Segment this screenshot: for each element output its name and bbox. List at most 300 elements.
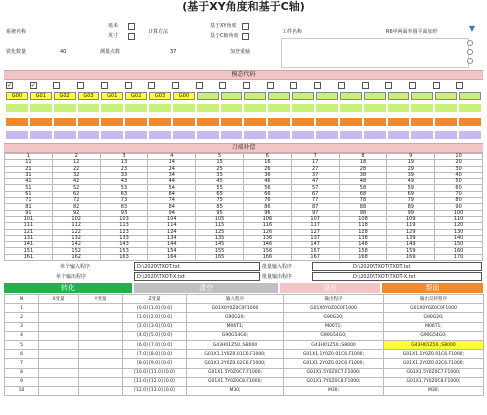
mode-lavender-cell[interactable]: [268, 131, 290, 139]
mode-lime-cell[interactable]: [197, 104, 219, 112]
grid-cell[interactable]: 126: [243, 229, 291, 235]
mode-lavender-cell[interactable]: [292, 131, 314, 139]
results-cell[interactable]: G01X1.1Y0Z0.01C6.F1000;: [187, 350, 284, 359]
mode-code-cell[interactable]: G00: [173, 92, 195, 100]
option-radio-3[interactable]: [467, 58, 473, 64]
mode-checkbox-2[interactable]: ✓: [30, 82, 36, 89]
grid-cell[interactable]: 85: [196, 204, 244, 210]
results-cell[interactable]: [39, 331, 79, 340]
mode-orange-cell[interactable]: [340, 118, 362, 126]
grid-cell[interactable]: 54: [148, 185, 196, 191]
grid-cell[interactable]: 20: [435, 160, 483, 166]
results-cell[interactable]: G01X1.5Y0Z0C7.F1000;: [284, 368, 384, 377]
results-cell[interactable]: [11.0] [12.0] [0.0]: [123, 377, 187, 386]
grid-cell[interactable]: 106: [243, 216, 291, 222]
mode-orange-cell[interactable]: [125, 118, 147, 126]
results-cell[interactable]: [79, 350, 123, 359]
mode-orange-cell[interactable]: [78, 118, 100, 126]
grid-cell[interactable]: 150: [435, 242, 483, 248]
mode-checkbox-11[interactable]: [243, 82, 250, 89]
mode-code-cell[interactable]: [364, 92, 386, 100]
grid-cell[interactable]: 116: [243, 223, 291, 229]
mode-lime-cell[interactable]: [435, 104, 457, 112]
results-cell[interactable]: [12.0] [13.0] [0.0]: [123, 386, 187, 395]
grid-cell[interactable]: 25: [196, 166, 244, 172]
exit-button[interactable]: 退出: [280, 283, 380, 293]
mode-lime-cell[interactable]: [388, 104, 410, 112]
results-cell[interactable]: [79, 304, 123, 313]
grid-cell[interactable]: 166: [243, 254, 291, 260]
results-cell[interactable]: 8: [5, 368, 39, 377]
mode-checkbox-10[interactable]: [219, 82, 226, 89]
grid-cell[interactable]: 40: [435, 172, 483, 178]
grid-cell[interactable]: 67: [291, 191, 339, 197]
grid-cell[interactable]: 60: [435, 185, 483, 191]
mode-checkbox-12[interactable]: [267, 82, 274, 89]
grid-cell[interactable]: 94: [148, 210, 196, 216]
inch-checkbox[interactable]: [128, 33, 135, 40]
results-cell[interactable]: M06T1;: [384, 322, 484, 331]
mode-code-cell[interactable]: [316, 92, 338, 100]
grid-cell[interactable]: 56: [243, 185, 291, 191]
mode-lavender-cell[interactable]: [411, 131, 433, 139]
mode-orange-cell[interactable]: [292, 118, 314, 126]
grid-cell[interactable]: 147: [291, 242, 339, 248]
mode-lavender-cell[interactable]: [197, 131, 219, 139]
results-cell[interactable]: [0.0] [1.0] [0.0]: [123, 304, 187, 313]
mode-orange-cell[interactable]: [435, 118, 457, 126]
grid-cell[interactable]: 32: [52, 172, 100, 178]
grid-cell[interactable]: 80: [435, 198, 483, 204]
mode-orange-cell[interactable]: [459, 118, 481, 126]
results-cell[interactable]: 6: [5, 350, 39, 359]
results-cell[interactable]: [10.0] [11.0] [0.0]: [123, 368, 187, 377]
grid-cell[interactable]: 158: [339, 248, 387, 254]
mode-lavender-cell[interactable]: [54, 131, 76, 139]
results-cell[interactable]: [39, 304, 79, 313]
results-cell[interactable]: [39, 359, 79, 368]
mode-code-cell[interactable]: [268, 92, 290, 100]
grid-cell[interactable]: 148: [339, 242, 387, 248]
mode-checkbox-7[interactable]: [148, 82, 155, 89]
grid-cell[interactable]: 114: [148, 223, 196, 229]
grid-cell[interactable]: 86: [243, 204, 291, 210]
mode-lime-cell[interactable]: [244, 104, 266, 112]
grid-cell[interactable]: 70: [435, 191, 483, 197]
grid-cell[interactable]: 117: [291, 223, 339, 229]
grid-cell[interactable]: 98: [339, 210, 387, 216]
grid-cell[interactable]: 159: [387, 248, 435, 254]
grid-cell[interactable]: 11: [5, 160, 53, 166]
grid-cell[interactable]: 73: [100, 198, 148, 204]
grid-cell[interactable]: 30: [435, 166, 483, 172]
mode-code-cell[interactable]: [244, 92, 266, 100]
results-cell[interactable]: G01X1.2Y0Z0.02C6.F1000;: [384, 359, 484, 368]
grid-cell[interactable]: 87: [291, 204, 339, 210]
grid-cell[interactable]: 35: [196, 172, 244, 178]
mode-lavender-cell[interactable]: [221, 131, 243, 139]
grid-cell[interactable]: 121: [5, 229, 53, 235]
mode-orange-cell[interactable]: [316, 118, 338, 126]
mode-code-cell[interactable]: G03: [149, 92, 171, 100]
mode-lime-cell[interactable]: [54, 104, 76, 112]
grid-cell[interactable]: 161: [5, 254, 53, 260]
grid-cell[interactable]: 113: [100, 223, 148, 229]
grid-cell[interactable]: 64: [148, 191, 196, 197]
grid-cell[interactable]: 156: [243, 248, 291, 254]
results-cell[interactable]: G90G54G0;: [284, 331, 384, 340]
grid-cell[interactable]: 108: [339, 216, 387, 222]
mode-lime-cell[interactable]: [364, 104, 386, 112]
results-cell[interactable]: 4: [5, 331, 39, 340]
mode-lime-cell[interactable]: [316, 104, 338, 112]
grid-cell[interactable]: 26: [243, 166, 291, 172]
grid-cell[interactable]: 21: [5, 166, 53, 172]
grid-cell[interactable]: 130: [435, 229, 483, 235]
mode-checkbox-15[interactable]: [338, 82, 345, 89]
mode-checkbox-3[interactable]: [53, 82, 60, 89]
clear-button[interactable]: 清空: [134, 283, 278, 293]
grid-cell[interactable]: 104: [148, 216, 196, 222]
grid-cell[interactable]: 110: [435, 216, 483, 222]
grid-cell[interactable]: 118: [339, 223, 387, 229]
option-radio-1[interactable]: [467, 40, 473, 46]
grid-cell[interactable]: 15: [196, 160, 244, 166]
grid-cell[interactable]: 43: [100, 179, 148, 185]
grid-cell[interactable]: 46: [243, 179, 291, 185]
results-cell[interactable]: [39, 350, 79, 359]
mode-lavender-cell[interactable]: [388, 131, 410, 139]
grid-cell[interactable]: 169: [387, 254, 435, 260]
mode-lavender-cell[interactable]: [149, 131, 171, 139]
grid-cell[interactable]: 109: [387, 216, 435, 222]
mode-checkbox-17[interactable]: [385, 82, 392, 89]
grid-cell[interactable]: 119: [387, 223, 435, 229]
results-cell[interactable]: G90G20;: [187, 313, 284, 322]
mode-checkbox-16[interactable]: [362, 82, 369, 89]
results-cell[interactable]: [79, 359, 123, 368]
mode-checkbox-1[interactable]: ✓: [7, 82, 13, 89]
results-cell[interactable]: [39, 340, 79, 349]
grid-cell[interactable]: 137: [291, 235, 339, 241]
results-cell[interactable]: [79, 331, 123, 340]
mode-lime-cell[interactable]: [125, 104, 147, 112]
mode-lavender-cell[interactable]: [435, 131, 457, 139]
grid-cell[interactable]: 53: [100, 185, 148, 191]
mode-lavender-cell[interactable]: [459, 131, 481, 139]
mode-checkbox-20[interactable]: [456, 82, 463, 89]
results-cell[interactable]: [4.0] [5.0] [0.0]: [123, 331, 187, 340]
grid-cell[interactable]: 167: [291, 254, 339, 260]
grid-cell[interactable]: 12: [52, 160, 100, 166]
grid-cell[interactable]: 72: [52, 198, 100, 204]
grid-cell[interactable]: 123: [100, 229, 148, 235]
mode-code-cell[interactable]: G03: [78, 92, 100, 100]
grid-cell[interactable]: 52: [52, 185, 100, 191]
grid-cell[interactable]: 31: [5, 172, 53, 178]
mode-orange-cell[interactable]: [30, 118, 52, 126]
results-cell[interactable]: [79, 377, 123, 386]
grid-cell[interactable]: 36: [243, 172, 291, 178]
results-cell[interactable]: M06T1;: [284, 322, 384, 331]
results-cell[interactable]: G01X1.7Y0Z0C8.F1000;: [384, 377, 484, 386]
results-cell[interactable]: G01X1.7Y0Z0C8.F1000;: [284, 377, 384, 386]
grid-cell[interactable]: 37: [291, 172, 339, 178]
grid-cell[interactable]: 145: [196, 242, 244, 248]
results-cell[interactable]: G01X1.5Y0Z0C7.F1000;: [384, 368, 484, 377]
mode-lime-cell[interactable]: [292, 104, 314, 112]
mode-lavender-cell[interactable]: [316, 131, 338, 139]
grid-cell[interactable]: 142: [52, 242, 100, 248]
grid-cell[interactable]: 79: [387, 198, 435, 204]
mode-orange-cell[interactable]: [149, 118, 171, 126]
grid-cell[interactable]: 62: [52, 191, 100, 197]
batch-output-field[interactable]: D:\2020\TXOT\TXOT-X.txt: [312, 272, 482, 281]
mode-code-cell[interactable]: G00: [6, 92, 28, 100]
mode-code-cell[interactable]: [388, 92, 410, 100]
mode-code-cell[interactable]: [221, 92, 243, 100]
mode-lime-cell[interactable]: [101, 104, 123, 112]
grid-cell[interactable]: 49: [387, 179, 435, 185]
results-cell[interactable]: G43H01Z50.;S8000: [384, 340, 484, 349]
results-cell[interactable]: 2: [5, 313, 39, 322]
grid-cell[interactable]: 69: [387, 191, 435, 197]
results-cell[interactable]: [8.0] [9.0] [0.0]: [123, 359, 187, 368]
mode-checkbox-9[interactable]: [196, 82, 203, 89]
mode-checkbox-4[interactable]: [77, 82, 84, 89]
grid-cell[interactable]: 127: [291, 229, 339, 235]
mode-code-cell[interactable]: G02: [54, 92, 76, 100]
grid-cell[interactable]: 157: [291, 248, 339, 254]
grid-cell[interactable]: 100: [435, 210, 483, 216]
mode-checkbox-5[interactable]: [101, 82, 108, 89]
grid-cell[interactable]: 63: [100, 191, 148, 197]
grid-cell[interactable]: 27: [291, 166, 339, 172]
mode-lavender-cell[interactable]: [244, 131, 266, 139]
results-cell[interactable]: [39, 368, 79, 377]
grid-cell[interactable]: 19: [387, 160, 435, 166]
mode-orange-cell[interactable]: [221, 118, 243, 126]
results-cell[interactable]: G01X0Y0Z0C0F1000: [284, 304, 384, 313]
grid-cell[interactable]: 13: [100, 160, 148, 166]
mode-lime-cell[interactable]: [221, 104, 243, 112]
results-cell[interactable]: 10: [5, 386, 39, 395]
chevron-down-icon[interactable]: ▼: [468, 24, 476, 33]
results-cell[interactable]: G01X1.7Y0Z0C8.F1000;: [187, 377, 284, 386]
grid-cell[interactable]: 131: [5, 235, 53, 241]
grid-cell[interactable]: 38: [339, 172, 387, 178]
results-cell[interactable]: [39, 377, 79, 386]
results-cell[interactable]: [79, 368, 123, 377]
grid-cell[interactable]: 66: [243, 191, 291, 197]
grid-cell[interactable]: 133: [100, 235, 148, 241]
grid-cell[interactable]: 16: [243, 160, 291, 166]
grid-cell[interactable]: 122: [52, 229, 100, 235]
grid-cell[interactable]: 90: [435, 204, 483, 210]
mode-orange-cell[interactable]: [54, 118, 76, 126]
grid-cell[interactable]: 17: [291, 160, 339, 166]
results-cell[interactable]: G01X1.5Y0Z0C7.F1000;: [187, 368, 284, 377]
results-cell[interactable]: [1.0] [2.0] [0.0]: [123, 313, 187, 322]
mode-code-cell[interactable]: [435, 92, 457, 100]
grid-cell[interactable]: 93: [100, 210, 148, 216]
grid-cell[interactable]: 163: [100, 254, 148, 260]
mode-code-cell[interactable]: G01: [30, 92, 52, 100]
grid-cell[interactable]: 153: [100, 248, 148, 254]
grid-cell[interactable]: 82: [52, 204, 100, 210]
mode-lavender-cell[interactable]: [364, 131, 386, 139]
grid-cell[interactable]: 23: [100, 166, 148, 172]
grid-cell[interactable]: 34: [148, 172, 196, 178]
mode-lime-cell[interactable]: [173, 104, 195, 112]
results-cell[interactable]: M30;: [384, 386, 484, 395]
grid-cell[interactable]: 45: [196, 179, 244, 185]
mode-lavender-cell[interactable]: [101, 131, 123, 139]
grid-cell[interactable]: 155: [196, 248, 244, 254]
grid-cell[interactable]: 140: [435, 235, 483, 241]
mode-lavender-cell[interactable]: [6, 131, 28, 139]
grid-cell[interactable]: 160: [435, 248, 483, 254]
mode-code-cell[interactable]: G01: [101, 92, 123, 100]
grid-cell[interactable]: 129: [387, 229, 435, 235]
results-cell[interactable]: [7.0] [8.0] [0.0]: [123, 350, 187, 359]
mode-lavender-cell[interactable]: [340, 131, 362, 139]
mode-code-cell[interactable]: [292, 92, 314, 100]
grid-cell[interactable]: 112: [52, 223, 100, 229]
results-cell[interactable]: [39, 313, 79, 322]
results-cell[interactable]: [79, 386, 123, 395]
grid-cell[interactable]: 18: [339, 160, 387, 166]
grid-cell[interactable]: 134: [148, 235, 196, 241]
mm-checkbox[interactable]: [128, 23, 135, 30]
mode-code-cell[interactable]: [459, 92, 481, 100]
results-cell[interactable]: 9: [5, 377, 39, 386]
batch-input-field[interactable]: D:\2020\TXOT\TXOT.txt: [312, 262, 482, 271]
grid-cell[interactable]: 168: [339, 254, 387, 260]
grid-cell[interactable]: 99: [387, 210, 435, 216]
grid-cell[interactable]: 61: [5, 191, 53, 197]
grid-cell[interactable]: 162: [52, 254, 100, 260]
grid-cell[interactable]: 115: [196, 223, 244, 229]
results-cell[interactable]: G01X0Y0Z0C0F1000: [187, 304, 284, 313]
grid-cell[interactable]: 132: [52, 235, 100, 241]
grid-cell[interactable]: 143: [100, 242, 148, 248]
mode-orange-cell[interactable]: [173, 118, 195, 126]
results-cell[interactable]: G43H01Z50.;S8000: [284, 340, 384, 349]
mode-lavender-cell[interactable]: [173, 131, 195, 139]
grid-cell[interactable]: 51: [5, 185, 53, 191]
grid-cell[interactable]: 97: [291, 210, 339, 216]
grid-cell[interactable]: 55: [196, 185, 244, 191]
based-c-checkbox[interactable]: [242, 33, 249, 40]
grid-cell[interactable]: 152: [52, 248, 100, 254]
results-cell[interactable]: G43H01Z50.;S8000: [187, 340, 284, 349]
mode-lime-cell[interactable]: [459, 104, 481, 112]
grid-cell[interactable]: 71: [5, 198, 53, 204]
mode-orange-cell[interactable]: [6, 118, 28, 126]
grid-cell[interactable]: 28: [339, 166, 387, 172]
results-cell[interactable]: [79, 313, 123, 322]
grid-cell[interactable]: 41: [5, 179, 53, 185]
grid-cell[interactable]: 141: [5, 242, 53, 248]
mode-lime-cell[interactable]: [268, 104, 290, 112]
mode-checkbox-8[interactable]: [172, 82, 179, 89]
grid-cell[interactable]: 57: [291, 185, 339, 191]
grid-cell[interactable]: 154: [148, 248, 196, 254]
grid-cell[interactable]: 88: [339, 204, 387, 210]
grid-cell[interactable]: 24: [148, 166, 196, 172]
results-cell[interactable]: G90G54G0;: [384, 331, 484, 340]
single-input-field[interactable]: D:\2020\TXOT.txt: [134, 262, 260, 271]
help-button[interactable]: 帮助: [382, 283, 483, 293]
mode-checkbox-18[interactable]: [409, 82, 416, 89]
option-radio-2[interactable]: [467, 49, 473, 55]
convert-button[interactable]: 转化: [4, 283, 132, 293]
grid-cell[interactable]: 22: [52, 166, 100, 172]
grid-cell[interactable]: 58: [339, 185, 387, 191]
grid-cell[interactable]: 76: [243, 198, 291, 204]
grid-cell[interactable]: 65: [196, 191, 244, 197]
mode-lavender-cell[interactable]: [78, 131, 100, 139]
results-cell[interactable]: [39, 386, 79, 395]
grid-cell[interactable]: 96: [243, 210, 291, 216]
grid-cell[interactable]: 151: [5, 248, 53, 254]
grid-cell[interactable]: 83: [100, 204, 148, 210]
results-cell[interactable]: G90G54G0;: [187, 331, 284, 340]
grid-cell[interactable]: 164: [148, 254, 196, 260]
mode-orange-cell[interactable]: [364, 118, 386, 126]
grid-cell[interactable]: 139: [387, 235, 435, 241]
results-cell[interactable]: 7: [5, 359, 39, 368]
results-cell[interactable]: G01X1.2Y0Z0.02C6.F1000;: [284, 359, 384, 368]
grid-cell[interactable]: 95: [196, 210, 244, 216]
grid-cell[interactable]: 144: [148, 242, 196, 248]
grid-cell[interactable]: 44: [148, 179, 196, 185]
results-cell[interactable]: 5: [5, 340, 39, 349]
grid-cell[interactable]: 125: [196, 229, 244, 235]
results-cell[interactable]: M30;: [187, 386, 284, 395]
grid-cell[interactable]: 68: [339, 191, 387, 197]
results-cell[interactable]: [2.0] [3.0] [0.0]: [123, 322, 187, 331]
results-cell[interactable]: M06T1;: [187, 322, 284, 331]
results-cell[interactable]: [39, 322, 79, 331]
grid-cell[interactable]: 29: [387, 166, 435, 172]
mode-lime-cell[interactable]: [30, 104, 52, 112]
mode-checkbox-6[interactable]: [125, 82, 132, 89]
grid-cell[interactable]: 50: [435, 179, 483, 185]
grid-cell[interactable]: 124: [148, 229, 196, 235]
mode-checkbox-19[interactable]: [433, 82, 440, 89]
results-cell[interactable]: G01X1.1Y0Z0.01C6.F1000;: [384, 350, 484, 359]
grid-cell[interactable]: 75: [196, 198, 244, 204]
results-cell[interactable]: [79, 322, 123, 331]
mode-orange-cell[interactable]: [411, 118, 433, 126]
mode-code-cell[interactable]: G02: [125, 92, 147, 100]
mode-orange-cell[interactable]: [244, 118, 266, 126]
grid-cell[interactable]: 111: [5, 223, 53, 229]
results-cell[interactable]: G90G20;: [384, 313, 484, 322]
mode-orange-cell[interactable]: [197, 118, 219, 126]
grid-cell[interactable]: 14: [148, 160, 196, 166]
mode-lime-cell[interactable]: [340, 104, 362, 112]
grid-cell[interactable]: 81: [5, 204, 53, 210]
mode-code-cell[interactable]: [340, 92, 362, 100]
mode-code-cell[interactable]: [197, 92, 219, 100]
grid-cell[interactable]: 170: [435, 254, 483, 260]
results-cell[interactable]: G90G20;: [284, 313, 384, 322]
mode-code-cell[interactable]: [411, 92, 433, 100]
grid-cell[interactable]: 89: [387, 204, 435, 210]
